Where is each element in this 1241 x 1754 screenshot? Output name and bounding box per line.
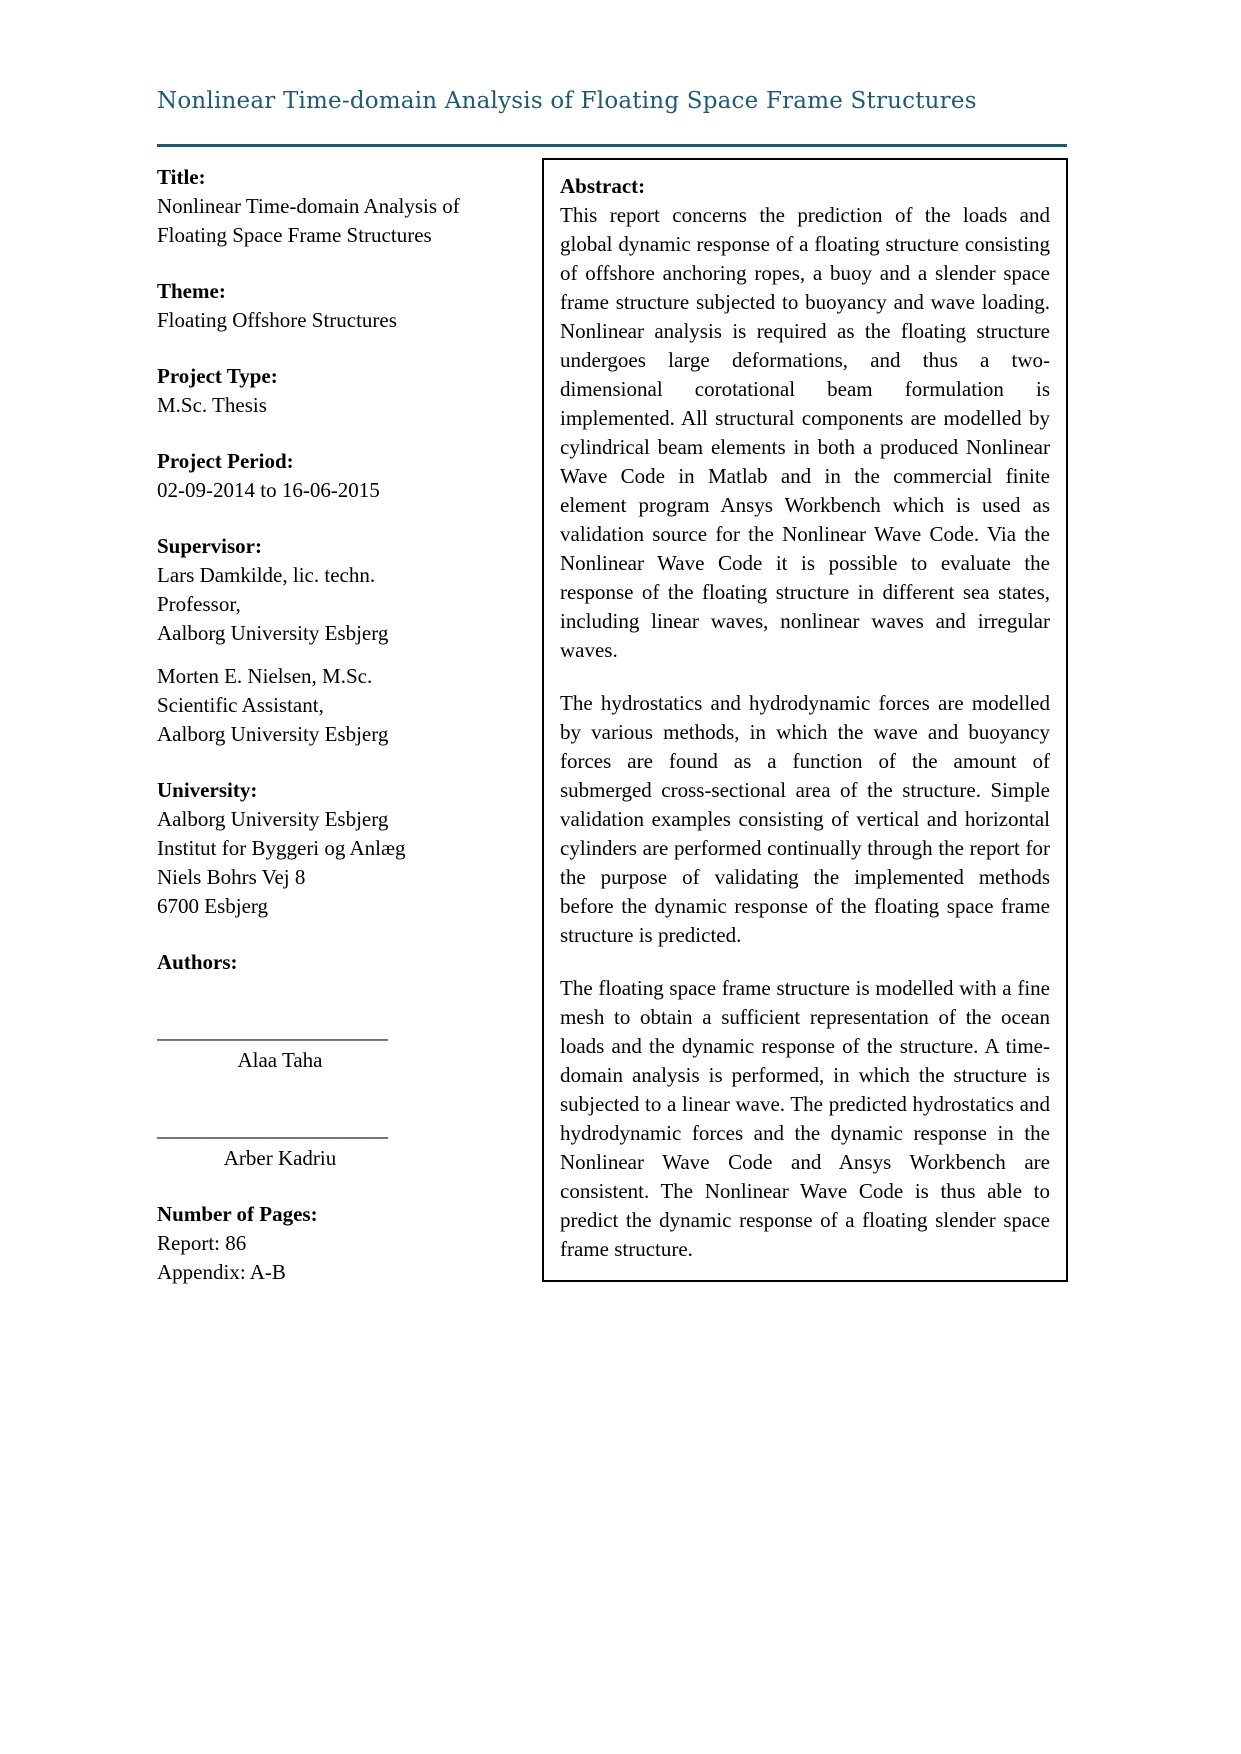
authors-label: Authors: [157, 950, 238, 974]
section-university [157, 776, 537, 921]
section-number-of-pages [157, 1200, 537, 1287]
supervisor-line: Aalborg University Esbjerg [157, 722, 389, 746]
section-project-period [157, 447, 537, 505]
supervisor-line: Professor, [157, 592, 241, 616]
supervisor-line: Lars Damkilde, lic. techn. [157, 563, 376, 587]
signature-block [157, 1115, 403, 1173]
author-name: Arber Kadriu [223, 1146, 337, 1170]
running-header-title: Nonlinear Time-domain Analysis of Floating Space Frame Structures [157, 88, 977, 114]
project-type-label: Project Type: [157, 364, 278, 388]
university-label: University: [157, 778, 258, 802]
pages-line: Report: 86 [157, 1231, 247, 1255]
section-authors [157, 948, 537, 1173]
supervisor-line: Scientific Assistant, [157, 693, 324, 717]
abstract-paragraph: The floating space frame structure is modelled with a fine mesh to obtain a sufficient representation of the ocean loads and the dynamic response of the structure. A time-domain analysis is performed, in which the structure is subjected to a linear wave. The predicted hydrostatics and hydrodynamic forces and the dynamic response in the Nonlinear Wave Code and Ansys Workbench are consistent. The Nonlinear Wave Code is thus able to predict the dynamic response of a floating slender space frame structure. [560, 976, 1050, 1261]
signature-line: ______________________ [157, 1117, 388, 1141]
pages-line: Appendix: A-B [157, 1260, 286, 1284]
signature-block [157, 1017, 403, 1075]
theme-line: Floating Offshore Structures [157, 308, 397, 332]
colophon-column [157, 163, 537, 1314]
project-period-line: 02-09-2014 to 16-06-2015 [157, 478, 380, 502]
section-supervisor [157, 532, 537, 749]
university-line: 6700 Esbjerg [157, 894, 269, 918]
university-line: Niels Bohrs Vej 8 [157, 865, 306, 889]
author-name: Alaa Taha [237, 1048, 323, 1072]
project-type-line: M.Sc. Thesis [157, 393, 267, 417]
title-line: Nonlinear Time-domain Analysis of [157, 194, 460, 218]
supervisor-line: Aalborg University Esbjerg [157, 621, 389, 645]
section-theme [157, 277, 537, 335]
pages-label: Number of Pages: [157, 1202, 318, 1226]
supervisor-line: Morten E. Nielsen, M.Sc. [157, 664, 373, 688]
abstract-label: Abstract: [560, 174, 646, 198]
signature-line: ______________________ [157, 1019, 388, 1043]
university-line: Institut for Byggeri og Anlæg [157, 836, 406, 860]
title-label: Title: [157, 165, 206, 189]
supervisor-label: Supervisor: [157, 534, 262, 558]
project-period-label: Project Period: [157, 449, 294, 473]
abstract-paragraph: This report concerns the prediction of the loads and global dynamic response of a floating structure consisting of offshore anchoring ropes, a buoy and a slender space frame structure subjected to buoyancy and wave loading. Nonlinear analysis is required as the floating structure undergoes large deformations, and thus a two-dimensional corotational beam formulation is implemented. All structural components are modelled by cylindrical beam elements in both a produced Nonlinear Wave Code in Matlab and in the commercial finite element program Ansys Workbench which is used as validation source for the Nonlinear Wave Code. Via the Nonlinear Wave Code it is possible to evaluate the response of the floating structure in different sea states, including linear waves, nonlinear waves and irregular waves. [560, 203, 1050, 662]
title-line: Floating Space Frame Structures [157, 223, 432, 247]
theme-label: Theme: [157, 279, 226, 303]
abstract-box [542, 158, 1068, 1282]
abstract-paragraph: The hydrostatics and hydrodynamic forces are modelled by various methods, in which the wave and buoyancy forces are found as a function of the amount of submerged cross-sectional area of the structure. Simple validation examples consisting of vertical and horizontal cylinders are performed continually through the report for the purpose of validating the implemented methods before the dynamic response of the floating space frame structure is predicted. [560, 691, 1050, 947]
header-rule [157, 144, 1067, 147]
section-project-type [157, 362, 537, 420]
section-title [157, 163, 537, 250]
university-line: Aalborg University Esbjerg [157, 807, 389, 831]
